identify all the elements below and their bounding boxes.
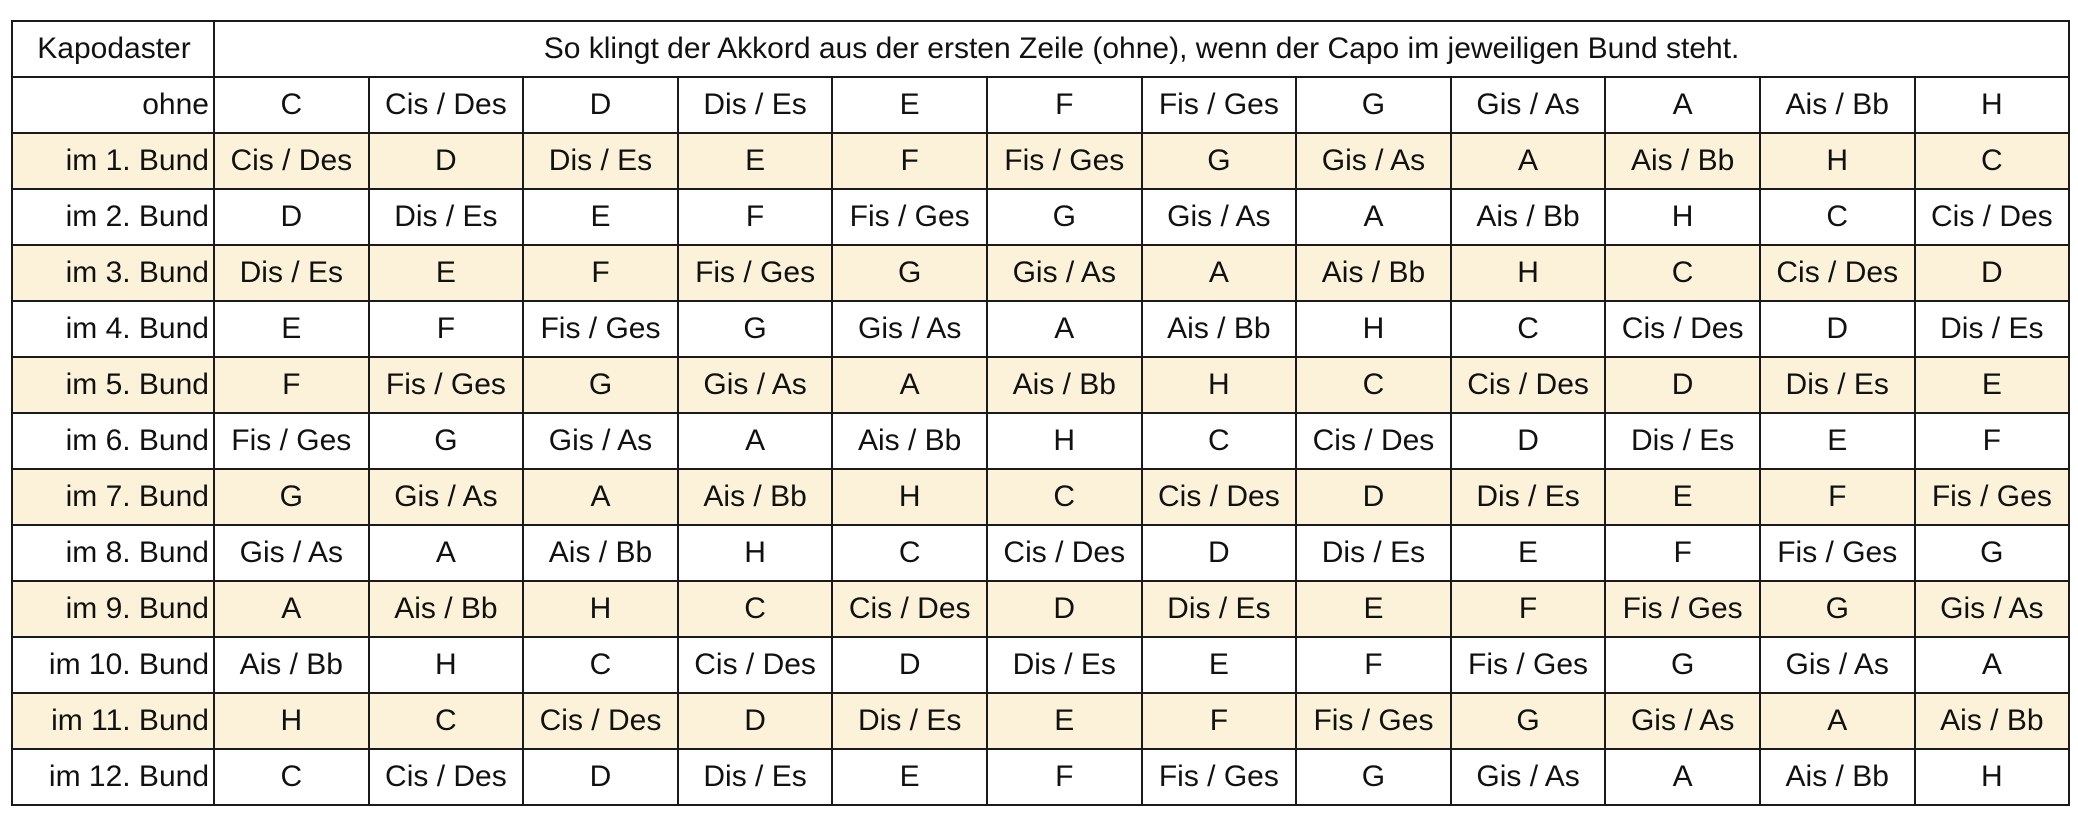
- chord-cell: C: [1760, 189, 1915, 245]
- chord-cell: Fis / Ges: [1915, 469, 2070, 525]
- chord-cell: Cis / Des: [1451, 357, 1606, 413]
- chord-cell: E: [832, 77, 987, 133]
- chord-cell: Gis / As: [1451, 77, 1606, 133]
- table-body: [12, 77, 2069, 805]
- chord-cell: D: [1605, 357, 1760, 413]
- table-row: [12, 189, 2069, 245]
- chord-cell: A: [214, 581, 369, 637]
- table-row: [12, 637, 2069, 693]
- chord-cell: A: [1451, 133, 1606, 189]
- chord-cell: Dis / Es: [1142, 581, 1297, 637]
- chord-cell: E: [1605, 469, 1760, 525]
- chord-cell: Fis / Ges: [1142, 749, 1297, 805]
- chord-cell: G: [1915, 525, 2070, 581]
- chord-cell: D: [1451, 413, 1606, 469]
- chord-cell: D: [369, 133, 524, 189]
- table-row: [12, 525, 2069, 581]
- chord-cell: F: [1760, 469, 1915, 525]
- chord-cell: A: [1605, 77, 1760, 133]
- chord-cell: A: [369, 525, 524, 581]
- chord-cell: G: [369, 413, 524, 469]
- chord-cell: D: [1296, 469, 1451, 525]
- chord-cell: Gis / As: [1142, 189, 1297, 245]
- chord-cell: Cis / Des: [214, 133, 369, 189]
- chord-cell: F: [832, 133, 987, 189]
- chord-cell: Ais / Bb: [1760, 749, 1915, 805]
- row-label: im 3. Bund: [12, 245, 214, 301]
- chord-cell: E: [832, 749, 987, 805]
- chord-cell: H: [523, 581, 678, 637]
- row-label: im 7. Bund: [12, 469, 214, 525]
- chord-cell: C: [214, 77, 369, 133]
- chord-cell: A: [1142, 245, 1297, 301]
- table-row: [12, 581, 2069, 637]
- chord-cell: Fis / Ges: [1605, 581, 1760, 637]
- chord-cell: C: [214, 749, 369, 805]
- chord-cell: C: [1605, 245, 1760, 301]
- chord-cell: Ais / Bb: [832, 413, 987, 469]
- row-label: im 1. Bund: [12, 133, 214, 189]
- chord-cell: G: [1451, 693, 1606, 749]
- chord-cell: C: [1915, 133, 2070, 189]
- chord-cell: F: [1142, 693, 1297, 749]
- chord-cell: H: [1142, 357, 1297, 413]
- chord-cell: Gis / As: [1915, 581, 2070, 637]
- chord-cell: Fis / Ges: [678, 245, 833, 301]
- table-row: [12, 301, 2069, 357]
- chord-cell: Cis / Des: [1296, 413, 1451, 469]
- chord-cell: G: [1605, 637, 1760, 693]
- chord-cell: F: [214, 357, 369, 413]
- chord-cell: F: [678, 189, 833, 245]
- chord-cell: D: [1760, 301, 1915, 357]
- chord-cell: G: [987, 189, 1142, 245]
- chord-cell: Dis / Es: [1915, 301, 2070, 357]
- chord-cell: Dis / Es: [1296, 525, 1451, 581]
- chord-cell: Cis / Des: [987, 525, 1142, 581]
- chord-cell: F: [523, 245, 678, 301]
- chord-cell: H: [1915, 749, 2070, 805]
- chord-cell: E: [1760, 413, 1915, 469]
- chord-cell: Cis / Des: [678, 637, 833, 693]
- chord-cell: F: [987, 749, 1142, 805]
- chord-cell: Fis / Ges: [523, 301, 678, 357]
- chord-cell: Fis / Ges: [1296, 693, 1451, 749]
- chord-cell: C: [832, 525, 987, 581]
- chord-cell: Dis / Es: [523, 133, 678, 189]
- chord-cell: G: [1296, 749, 1451, 805]
- table-row: [12, 469, 2069, 525]
- chord-cell: D: [523, 749, 678, 805]
- row-label: im 4. Bund: [12, 301, 214, 357]
- chord-cell: G: [678, 301, 833, 357]
- chord-cell: Fis / Ges: [214, 413, 369, 469]
- chord-cell: Gis / As: [369, 469, 524, 525]
- chord-cell: Ais / Bb: [1605, 133, 1760, 189]
- chord-cell: Dis / Es: [987, 637, 1142, 693]
- table-row: [12, 77, 2069, 133]
- chord-cell: Cis / Des: [1142, 469, 1297, 525]
- corner-label: Kapodaster: [12, 21, 214, 77]
- chord-cell: E: [1142, 637, 1297, 693]
- chord-cell: Ais / Bb: [1915, 693, 2070, 749]
- chord-cell: Fis / Ges: [1451, 637, 1606, 693]
- chord-cell: Cis / Des: [1760, 245, 1915, 301]
- chord-cell: A: [1605, 749, 1760, 805]
- row-label: im 12. Bund: [12, 749, 214, 805]
- chord-cell: A: [1760, 693, 1915, 749]
- chord-cell: Cis / Des: [832, 581, 987, 637]
- chord-cell: Cis / Des: [1915, 189, 2070, 245]
- chord-cell: Fis / Ges: [987, 133, 1142, 189]
- chord-cell: E: [369, 245, 524, 301]
- chord-cell: A: [678, 413, 833, 469]
- chord-cell: Gis / As: [523, 413, 678, 469]
- chord-cell: H: [1451, 245, 1606, 301]
- chord-cell: C: [369, 693, 524, 749]
- chord-cell: D: [678, 693, 833, 749]
- chord-cell: C: [1451, 301, 1606, 357]
- chord-cell: H: [369, 637, 524, 693]
- chord-cell: Gis / As: [987, 245, 1142, 301]
- chord-cell: Gis / As: [1760, 637, 1915, 693]
- chord-cell: Ais / Bb: [987, 357, 1142, 413]
- chord-cell: A: [832, 357, 987, 413]
- chord-cell: H: [1760, 133, 1915, 189]
- table-title: So klingt der Akkord aus der ersten Zeile (ohne), wenn der Capo im jeweiligen Bund steht.: [214, 21, 2069, 77]
- chord-cell: H: [987, 413, 1142, 469]
- chord-cell: Gis / As: [832, 301, 987, 357]
- chord-cell: Gis / As: [1451, 749, 1606, 805]
- row-label: im 9. Bund: [12, 581, 214, 637]
- chord-cell: D: [523, 77, 678, 133]
- chord-cell: Dis / Es: [1605, 413, 1760, 469]
- chord-cell: H: [1605, 189, 1760, 245]
- chord-cell: C: [678, 581, 833, 637]
- chord-cell: Ais / Bb: [369, 581, 524, 637]
- table-header-row: [12, 21, 2069, 77]
- chord-cell: H: [832, 469, 987, 525]
- row-label: im 6. Bund: [12, 413, 214, 469]
- chord-cell: E: [1915, 357, 2070, 413]
- chord-cell: Dis / Es: [1451, 469, 1606, 525]
- row-label: im 11. Bund: [12, 693, 214, 749]
- table-row: [12, 749, 2069, 805]
- chord-cell: D: [1142, 525, 1297, 581]
- chord-cell: Dis / Es: [678, 77, 833, 133]
- table-row: [12, 133, 2069, 189]
- chord-cell: F: [369, 301, 524, 357]
- chord-cell: A: [1296, 189, 1451, 245]
- chord-cell: D: [832, 637, 987, 693]
- chord-cell: C: [1296, 357, 1451, 413]
- capo-table-container: [11, 20, 2070, 806]
- chord-cell: C: [987, 469, 1142, 525]
- chord-cell: Dis / Es: [678, 749, 833, 805]
- chord-cell: C: [523, 637, 678, 693]
- row-label: im 2. Bund: [12, 189, 214, 245]
- table-row: [12, 357, 2069, 413]
- chord-cell: F: [1451, 581, 1606, 637]
- chord-cell: Ais / Bb: [523, 525, 678, 581]
- chord-cell: G: [214, 469, 369, 525]
- chord-cell: Fis / Ges: [1760, 525, 1915, 581]
- chord-cell: Ais / Bb: [1760, 77, 1915, 133]
- chord-cell: D: [1915, 245, 2070, 301]
- table-row: [12, 245, 2069, 301]
- chord-cell: G: [1142, 133, 1297, 189]
- chord-cell: Cis / Des: [369, 77, 524, 133]
- chord-cell: H: [1915, 77, 2070, 133]
- table-row: [12, 413, 2069, 469]
- table-row: [12, 693, 2069, 749]
- chord-cell: Dis / Es: [214, 245, 369, 301]
- chord-cell: F: [1915, 413, 2070, 469]
- chord-cell: Ais / Bb: [1142, 301, 1297, 357]
- chord-cell: E: [214, 301, 369, 357]
- row-label: im 10. Bund: [12, 637, 214, 693]
- row-label: im 8. Bund: [12, 525, 214, 581]
- chord-cell: F: [1605, 525, 1760, 581]
- chord-cell: G: [1296, 77, 1451, 133]
- chord-cell: H: [1296, 301, 1451, 357]
- chord-cell: D: [214, 189, 369, 245]
- row-label: ohne: [12, 77, 214, 133]
- chord-cell: Ais / Bb: [1451, 189, 1606, 245]
- chord-cell: A: [1915, 637, 2070, 693]
- chord-cell: E: [523, 189, 678, 245]
- chord-cell: Fis / Ges: [832, 189, 987, 245]
- capo-chord-table: [11, 20, 2070, 806]
- chord-cell: C: [1142, 413, 1297, 469]
- chord-cell: Ais / Bb: [214, 637, 369, 693]
- chord-cell: Gis / As: [1296, 133, 1451, 189]
- chord-cell: D: [987, 581, 1142, 637]
- chord-cell: H: [214, 693, 369, 749]
- chord-cell: E: [1451, 525, 1606, 581]
- chord-cell: Ais / Bb: [1296, 245, 1451, 301]
- chord-cell: E: [1296, 581, 1451, 637]
- chord-cell: Gis / As: [1605, 693, 1760, 749]
- chord-cell: G: [1760, 581, 1915, 637]
- chord-cell: G: [523, 357, 678, 413]
- chord-cell: Dis / Es: [1760, 357, 1915, 413]
- chord-cell: E: [987, 693, 1142, 749]
- chord-cell: Fis / Ges: [369, 357, 524, 413]
- chord-cell: G: [832, 245, 987, 301]
- row-label: im 5. Bund: [12, 357, 214, 413]
- chord-cell: Cis / Des: [369, 749, 524, 805]
- chord-cell: Gis / As: [214, 525, 369, 581]
- chord-cell: Cis / Des: [523, 693, 678, 749]
- chord-cell: Fis / Ges: [1142, 77, 1297, 133]
- chord-cell: Dis / Es: [832, 693, 987, 749]
- chord-cell: H: [678, 525, 833, 581]
- chord-cell: A: [523, 469, 678, 525]
- chord-cell: Ais / Bb: [678, 469, 833, 525]
- chord-cell: F: [1296, 637, 1451, 693]
- chord-cell: Cis / Des: [1605, 301, 1760, 357]
- chord-cell: Gis / As: [678, 357, 833, 413]
- chord-cell: Dis / Es: [369, 189, 524, 245]
- chord-cell: A: [987, 301, 1142, 357]
- chord-cell: F: [987, 77, 1142, 133]
- chord-cell: E: [678, 133, 833, 189]
